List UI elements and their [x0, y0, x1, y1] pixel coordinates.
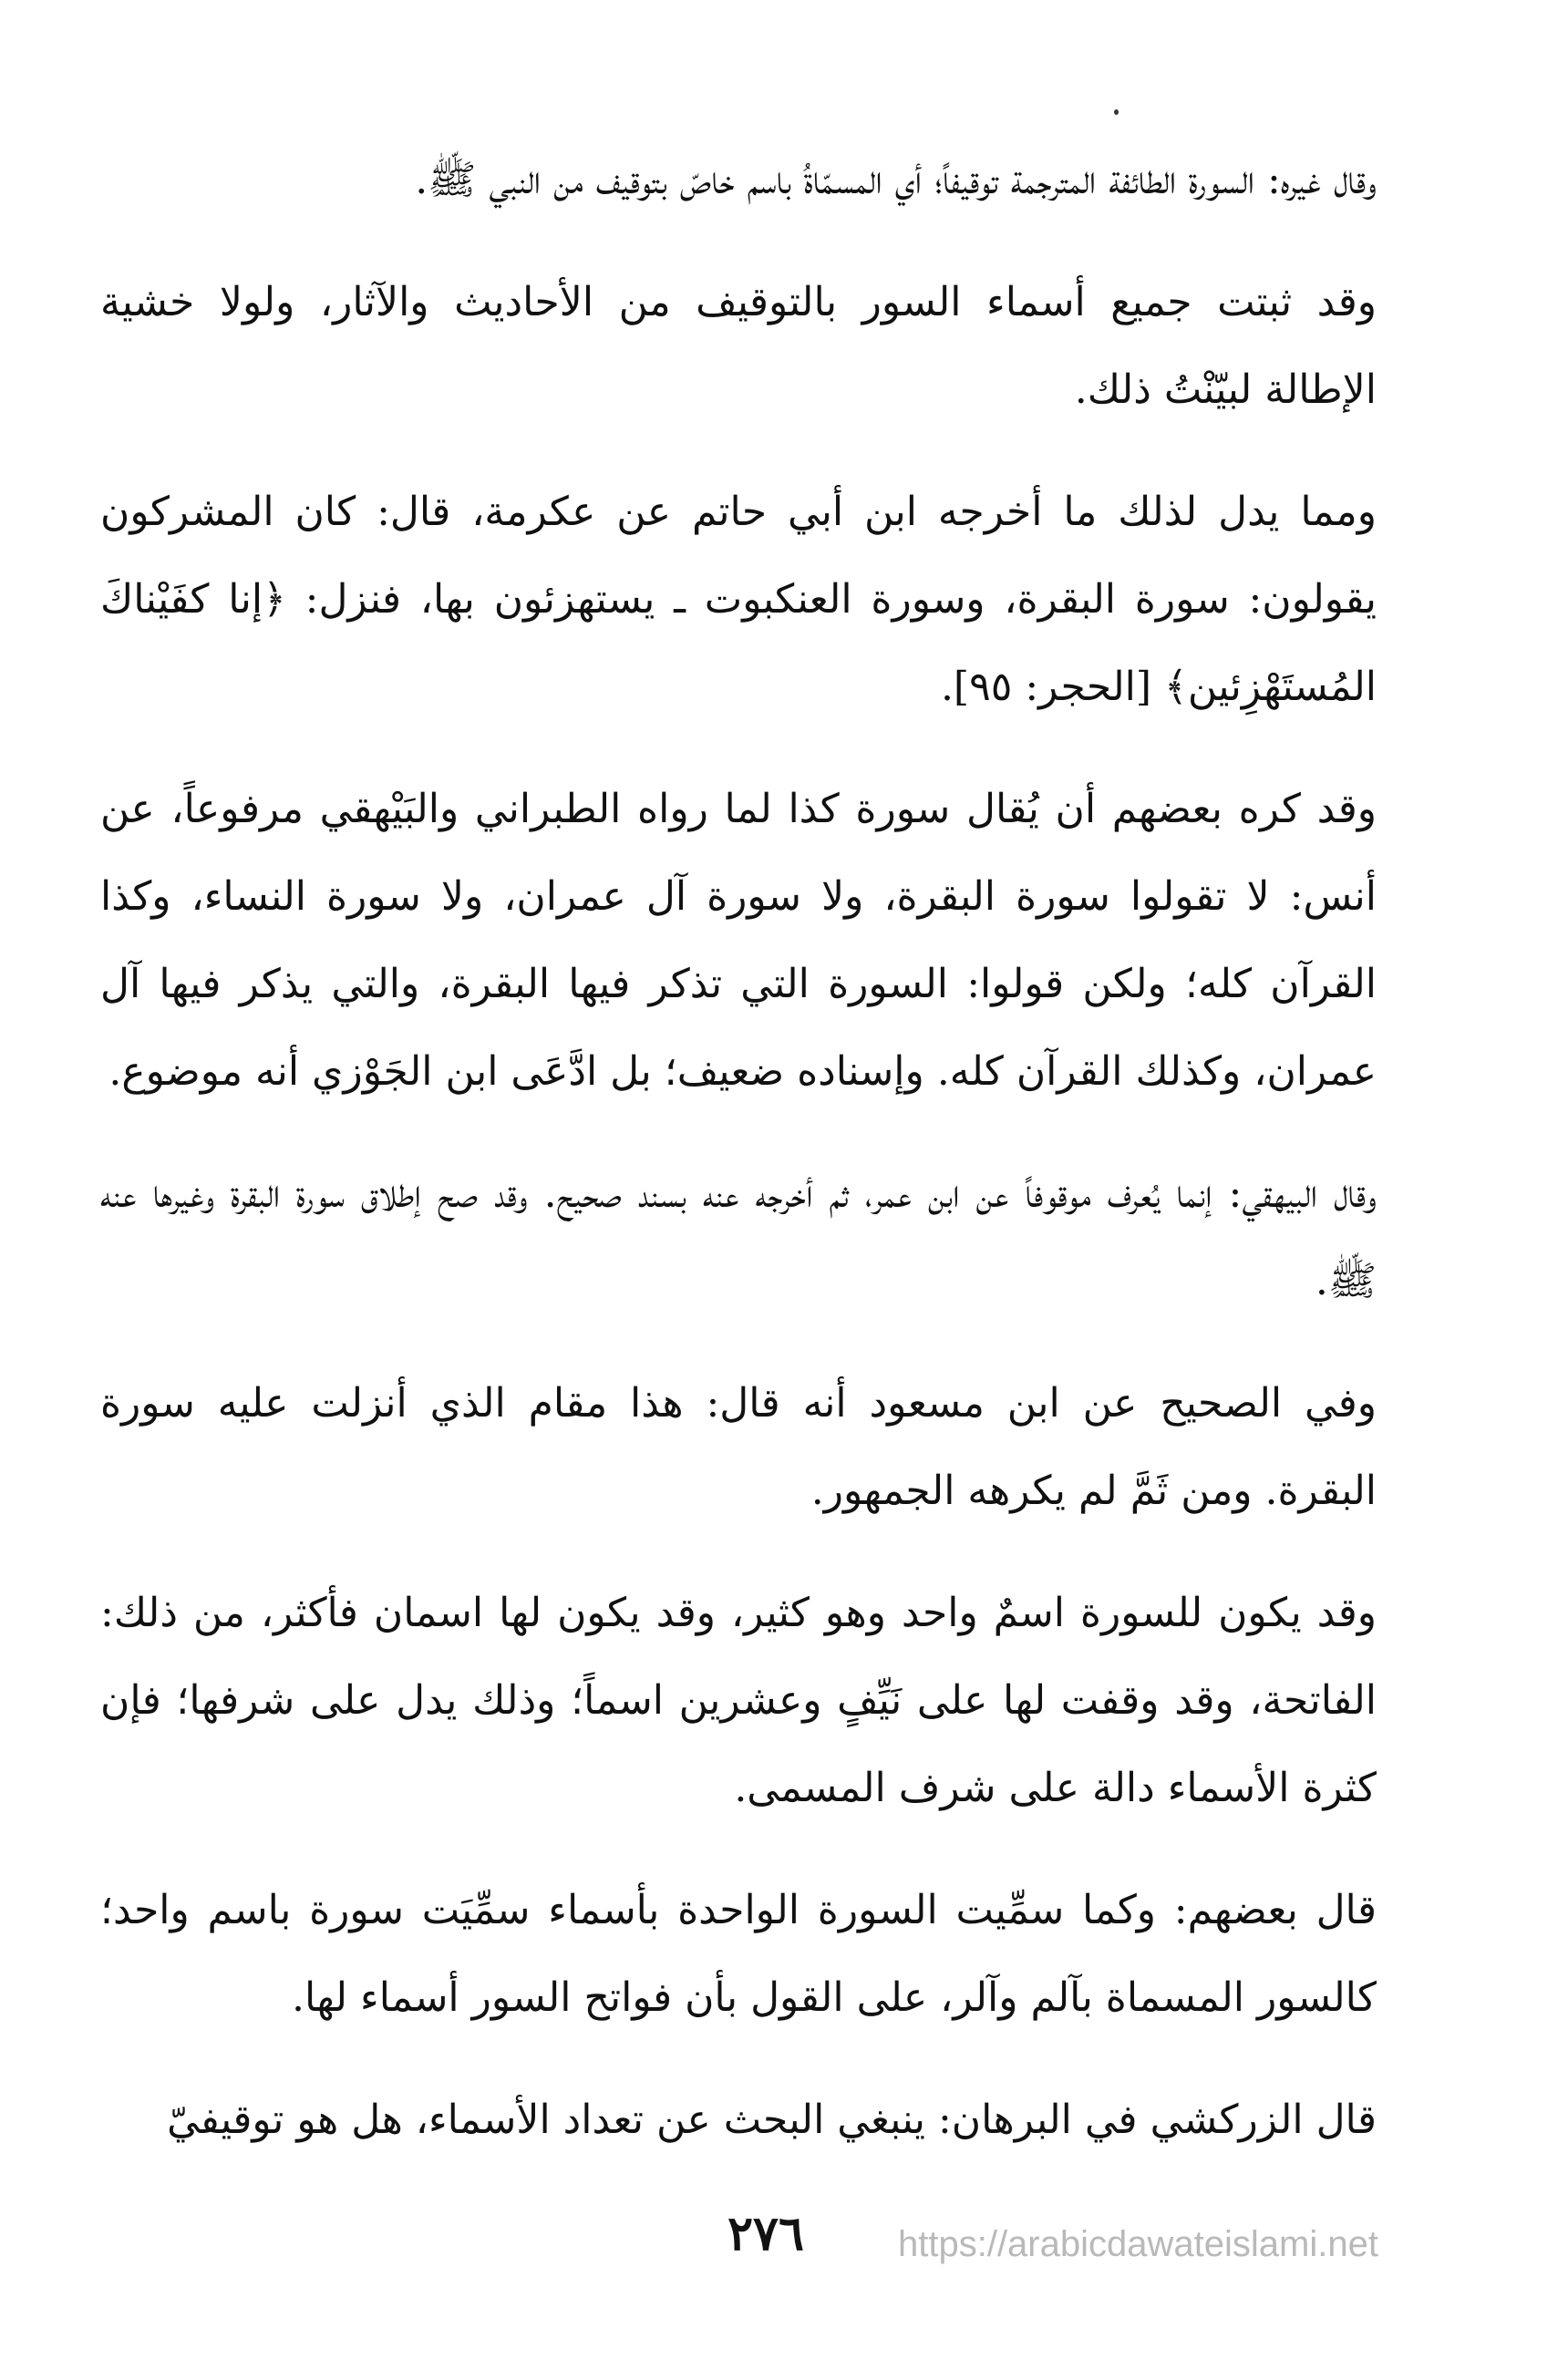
- paragraph-2: وقد ثبتت جميع أسماء السور بالتوقيف من الأحاديث والآثار، ولولا خشية الإطالة لبيّنْتُ ذلك.: [100, 279, 1377, 413]
- page-body: [100, 137, 1377, 2199]
- page-number: ٢٧٦: [727, 2206, 804, 2262]
- watermark-url: https://arabicdawateislami.net: [898, 2224, 1378, 2264]
- paragraph-6: وفي الصحيح عن ابن مسعود أنه قال: هذا مقام الذي أنزلت عليه سورة البقرة. ومن ثَمَّ لم يكرهه الجمهور.: [100, 1380, 1377, 1514]
- paragraph-9: قال الزركشي في البرهان: ينبغي البحث عن تعداد الأسماء، هل هو توقيفيّ: [167, 2097, 1377, 2143]
- paragraph-7: وقد يكون للسورة اسمٌ واحد وهو كثير، وقد يكون لها اسمان فأكثر، من ذلك: الفاتحة، وقد وقفت لها على نَيِّفٍ وعشرين اسماً؛ وذلك يدل على شرفها؛ فإن كثرة الأسماء دالة على شرف المسمى.: [100, 1590, 1377, 1811]
- ink-speck: [1114, 109, 1119, 115]
- paragraph-5: وقال البيهقي: إنما يُعرف موقوفاً عن ابن عمر، ثم أخرجه عنه بسند صحيح. وقد صح إطلاق سورة البقرة وغيرها عنه ﷺ.: [100, 1170, 1377, 1304]
- paragraph-4: وقد كره بعضهم أن يُقال سورة كذا لما رواه الطبراني والبَيْهقي مرفوعاً، عن أنس: لا تقولوا سورة البقرة، ولا سورة آل عمران، ولا سورة النساء، وكذا القرآن كله؛ ولكن قولوا: السورة التي تذكر فيها البقرة، والتي يذكر فيها آل عمران، وكذلك القرآن كله. وإسناده ضعيف؛ بل ادَّعَى ابن الجَوْزي أنه موضوع.: [100, 786, 1377, 1095]
- paragraph-1: وقال غيره: السورة الطائفة المترجمة توقيفاً؛ أي المسمّاةُ باسم خاصّ بتوقيف من النبي ﷺ.: [415, 157, 1377, 203]
- paragraph-8: قال بعضهم: وكما سمِّيت السورة الواحدة بأسماء سمِّيَت سورة باسم واحد؛ كالسور المسماة بآلم وآلر، على القول بأن فواتح السور أسماء لها.: [100, 1887, 1377, 2021]
- paragraph-3: ومما يدل لذلك ما أخرجه ابن أبي حاتم عن عكرمة، قال: كان المشركون يقولون: سورة البقرة، وسورة العنكبوت ـ يستهزئون بها، فنزل: ﴿إنا كفَيْناكَ المُستَهْزِئين﴾ [الحجر: ٩٥].: [100, 489, 1377, 710]
